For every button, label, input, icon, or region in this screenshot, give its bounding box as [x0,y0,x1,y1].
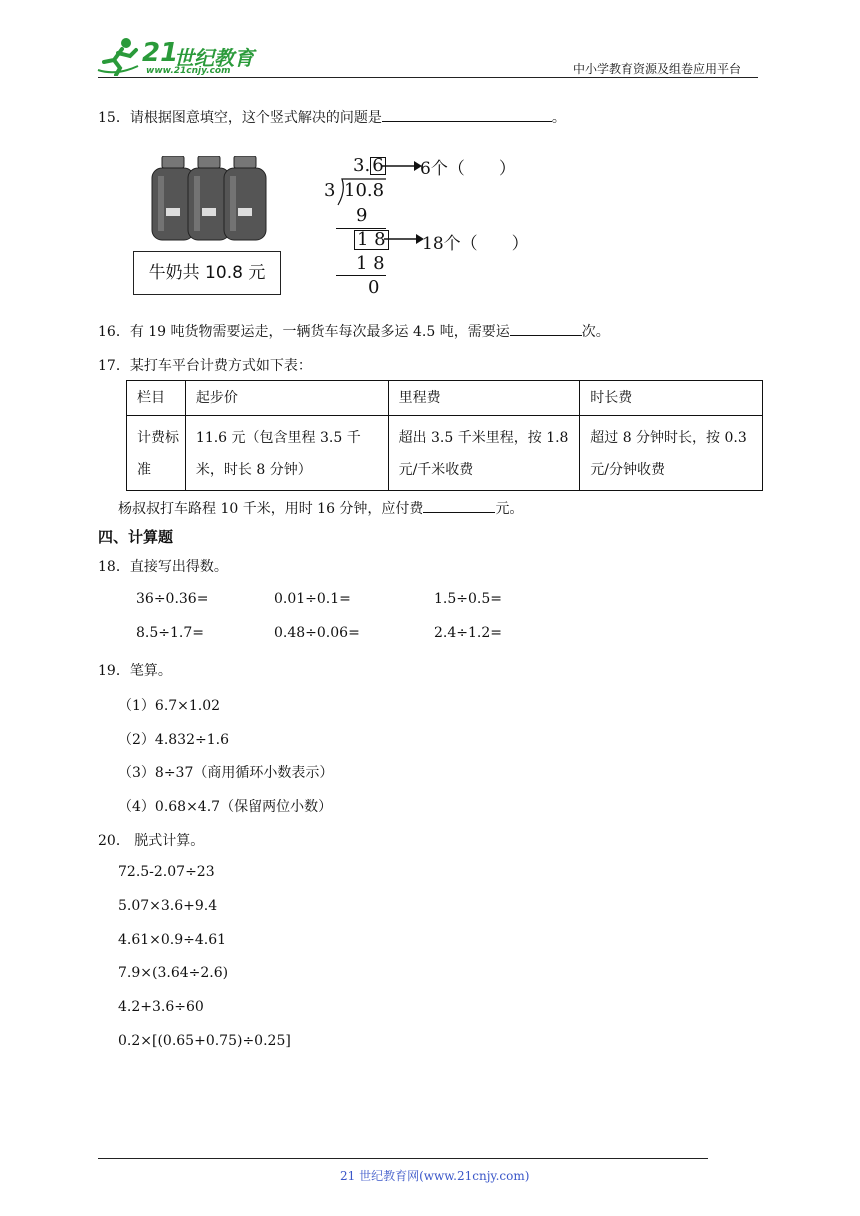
list-item: （2）4.832÷1.6 [118,732,229,748]
section-title: 四、计算题 [98,528,174,546]
price-box: 牛奶共 10.8 元 [133,251,281,295]
header-divider [98,77,758,78]
table-header-row [127,381,763,416]
list-item: 4.2+3.6÷60 [118,999,204,1015]
table-header-cell: 栏目 [127,381,186,416]
step-2-box: 1 8 [354,230,389,250]
table-header-cell: 起步价 [185,381,388,416]
q15-answer-blank[interactable] [382,107,552,122]
table-cell: 超过 8 分钟时长，按 0.3 元/分钟收费 [580,416,763,491]
quotient-box: 6 [372,155,384,176]
question-18: 18．直接写出得数。 [98,559,228,575]
quotient: 3. 6 [353,155,384,176]
q17-question: 杨叔叔打车路程 10 千米，用时 16 分钟，应付费 元。 [118,498,523,518]
step-1: 9 [356,205,368,226]
footer-divider [98,1158,708,1159]
question-20: 20． 脱式计算。 [98,833,205,849]
remainder: 0 [368,277,380,298]
dividend: 10.8 [344,180,385,201]
label-18: 18个（ ） [422,234,529,254]
list-item: 0.01÷0.1= [274,591,351,607]
milk-bottles-icon [148,156,270,242]
logo-url: www.21cnjy.com [146,66,231,76]
list-item: （3）8÷37（商用循环小数表示） [118,765,334,781]
q15-text: 15．请根据图意填空，这个竖式解决的问题是 。 [98,107,566,127]
list-item: 8.5÷1.7= [136,625,204,641]
arrow-right-icon [384,233,424,245]
step-3: 1 8 [356,253,385,274]
fee-table [126,380,763,491]
divisor: 3 [324,180,336,201]
table-cell: 超出 3.5 千米里程，按 1.8 元/千米收费 [388,416,580,491]
table-cell: 计费标准 [127,416,186,491]
list-item: 2.4÷1.2= [434,625,502,641]
table-cell: 11.6 元（包含里程 3.5 千米，时长 8 分钟） [185,416,388,491]
list-item: 36÷0.36= [136,591,209,607]
question-17: 17．某打车平台计费方式如下表： [98,358,312,374]
platform-name: 中小学教育资源及组卷应用平台 [573,62,742,76]
question-16: 16．有 19 吨货物需要运走，一辆货车每次最多运 4.5 吨，需要运 次。 [98,321,610,341]
list-item: 1.5÷0.5= [434,591,502,607]
list-item: 5.07×3.6+9.4 [118,898,218,914]
division-line-2 [336,275,386,276]
list-item: 0.48÷0.06= [274,625,360,641]
list-item: （4）0.68×4.7（保留两位小数） [118,799,333,815]
list-item: （1）6.7×1.02 [118,698,221,714]
table-row [127,416,763,491]
list-item: 4.61×0.9÷4.61 [118,932,227,948]
question-19: 19．笔算。 [98,663,172,679]
runner-logo-icon [96,36,140,76]
list-item: 72.5-2.07÷23 [118,864,215,880]
label-6: 6个（ ） [420,159,516,179]
footer-link[interactable]: 21 世纪教育网(www.21cnjy.com) [340,1169,530,1183]
list-item: 0.2×[(0.65+0.75)÷0.25] [118,1033,291,1049]
logo-text: 世纪教育 [174,46,254,70]
table-header-cell: 里程费 [388,381,580,416]
table-header-cell: 时长费 [580,381,763,416]
q16-answer-blank[interactable] [510,321,582,336]
q17-answer-blank[interactable] [423,498,495,513]
logo-number: 21 [142,38,179,68]
list-item: 7.9×(3.64÷2.6) [118,965,229,981]
arrow-right-icon [382,160,422,172]
